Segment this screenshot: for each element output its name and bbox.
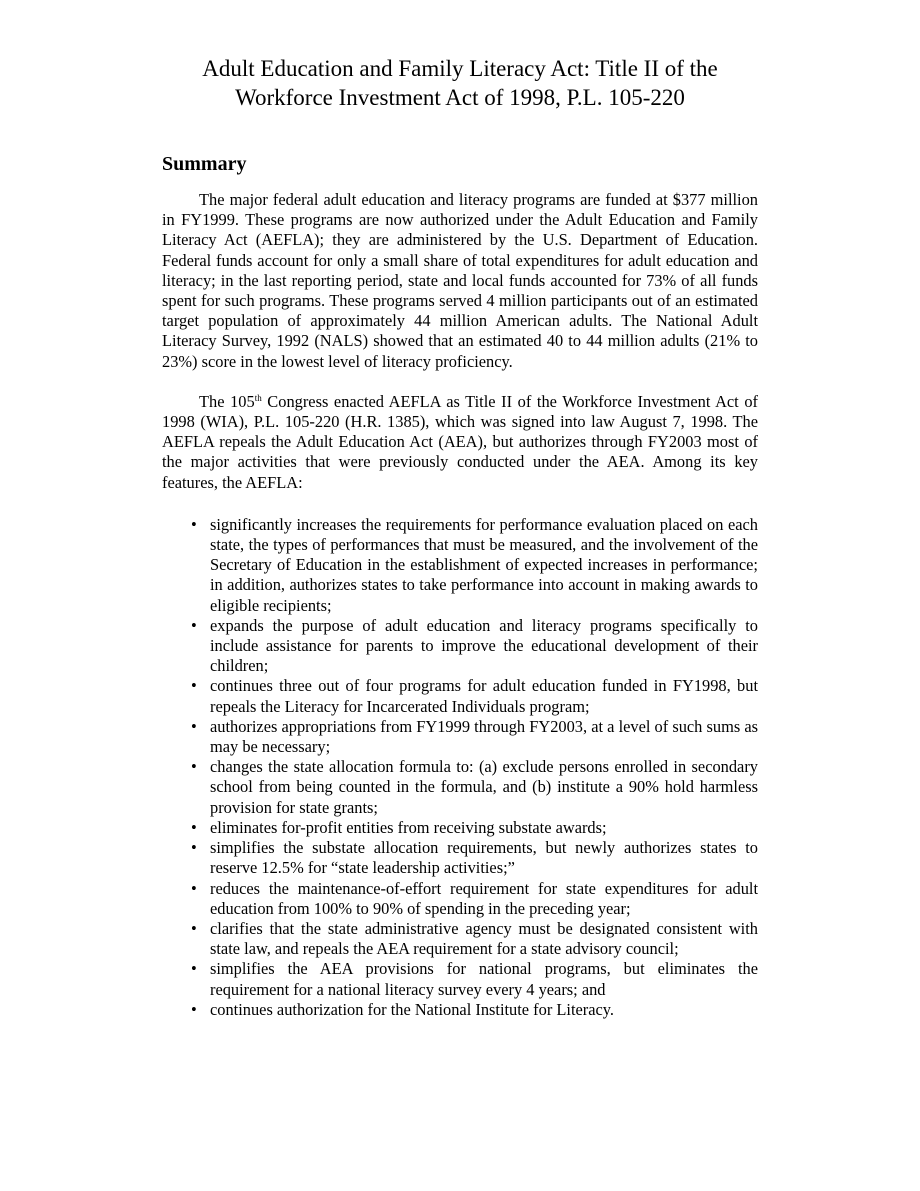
list-item bbox=[162, 1000, 758, 1020]
list-item bbox=[162, 515, 758, 616]
document-title bbox=[162, 54, 758, 112]
list-item bbox=[162, 959, 758, 999]
summary-paragraph-2 bbox=[162, 392, 758, 493]
list-item bbox=[162, 717, 758, 757]
bullet-icon: • bbox=[191, 918, 197, 938]
list-item bbox=[162, 919, 758, 959]
paragraph-2-prefix: The 105 bbox=[199, 391, 255, 411]
list-item bbox=[162, 838, 758, 878]
list-item bbox=[162, 818, 758, 838]
title-line-2: Workforce Investment Act of 1998, P.L. 105-220 bbox=[235, 85, 685, 110]
list-item-text: significantly increases the requirements for performance evaluation placed on each state, the types of performances that must be measured, and the involvement of the Secretary of Education in the establishment of expected increases in performance; in addition, authorizes states to take performance into account in making awards to eligible recipients; bbox=[210, 514, 758, 615]
ordinal-superscript: th bbox=[254, 392, 262, 403]
bullet-icon: • bbox=[191, 838, 197, 858]
bullet-icon: • bbox=[191, 878, 197, 898]
bullet-icon: • bbox=[191, 676, 197, 696]
list-item-text: changes the state allocation formula to: (a) exclude persons enrolled in secondary school from being counted in the formula, and (b) institute a 90% hold harmless provision for state grants; bbox=[210, 757, 758, 817]
list-item-text: simplifies the AEA provisions for national programs, but eliminates the requirement for a national literacy survey every 4 years; and bbox=[210, 959, 758, 999]
document-page bbox=[162, 54, 758, 1020]
bullet-icon: • bbox=[191, 757, 197, 777]
list-item-text: continues authorization for the National Institute for Literacy. bbox=[210, 999, 615, 1019]
list-item-text: continues three out of four programs for adult education funded in FY1998, but repeals the Literacy for Incarcerated Individuals program; bbox=[210, 676, 758, 716]
list-item-text: simplifies the substate allocation requirements, but newly authorizes states to reserve 12.5% for “state leadership activities;” bbox=[210, 838, 758, 878]
list-item-text: reduces the maintenance-of-effort requirement for state expenditures for adult education from 100% to 90% of spending in the preceding year; bbox=[210, 878, 758, 918]
title-line-1: Adult Education and Family Literacy Act: Title II of the bbox=[202, 56, 718, 81]
bullet-icon: • bbox=[191, 817, 197, 837]
summary-paragraph-1: The major federal adult education and literacy programs are funded at $377 million in FY1999. These programs are now authorized under the Adult Education and Family Literacy Act (AEFLA); they are administered by the U.S. Department of Education. Federal funds account for only a small share of total expenditures for adult education and literacy; in the last reporting period, state and local funds accounted for 73% of all funds spent for such programs. These programs served 4 million participants out of an estimated target population of approximately 44 million American adults. The National Adult Literacy Survey, 1992 (NALS) showed that an estimated 40 to 44 million adults (21% to 23%) score in the lowest level of literacy proficiency. bbox=[162, 190, 758, 371]
bullet-icon: • bbox=[191, 959, 197, 979]
list-item-text: clarifies that the state administrative agency must be designated consistent with state law, and repeals the AEA requirement for a state advisory council; bbox=[210, 918, 758, 959]
key-features-list bbox=[162, 515, 758, 1020]
list-item bbox=[162, 676, 758, 716]
bullet-icon: • bbox=[191, 514, 197, 534]
paragraph-2-rest: Congress enacted AEFLA as Title II of the Workforce Investment Act of 1998 (WIA), P.L. 105-220 (H.R. 1385), which was signed into law August 7, 1998. The AEFLA repeals the Adult Education Act (AEA), but authorizes through FY2003 most of the major activities that were previously conducted under the AEA. Among its key features, the AEFLA: bbox=[162, 391, 758, 492]
list-item bbox=[162, 757, 758, 818]
list-item bbox=[162, 879, 758, 919]
bullet-icon: • bbox=[191, 615, 197, 635]
bullet-icon: • bbox=[191, 716, 197, 736]
list-item bbox=[162, 616, 758, 677]
summary-heading: Summary bbox=[162, 153, 247, 175]
list-item-text: eliminates for-profit entities from receiving substate awards; bbox=[210, 817, 607, 837]
bullet-icon: • bbox=[191, 999, 197, 1019]
list-item-text: expands the purpose of adult education and literacy programs specifically to include assistance for parents to improve the educational development of their children; bbox=[210, 615, 758, 676]
list-item-text: authorizes appropriations from FY1999 through FY2003, at a level of such sums as may be necessary; bbox=[210, 716, 758, 757]
